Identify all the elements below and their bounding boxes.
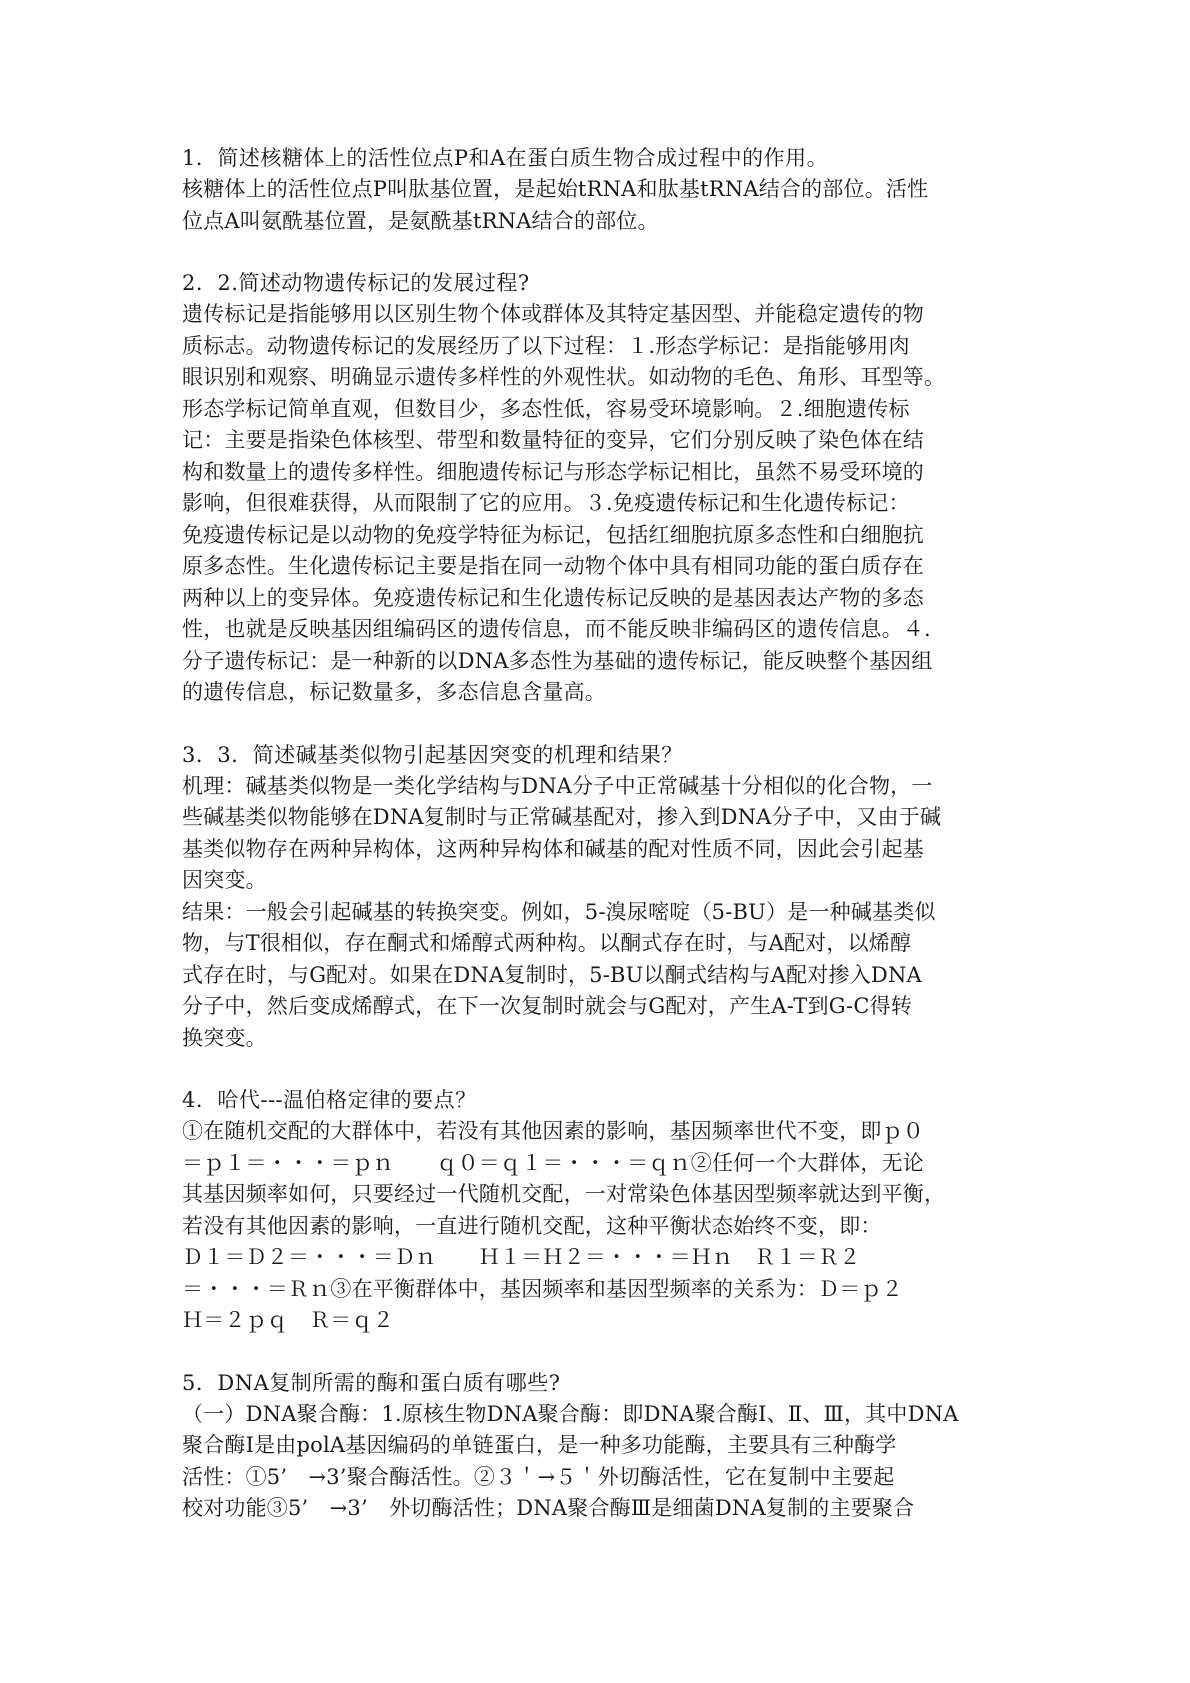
answer-line: 免疫遗传标记是以动物的免疫学特征为标记，包括红细胞抗原多态性和白细胞抗 bbox=[182, 522, 924, 547]
answer-line: 构和数量上的遗传多样性。细胞遗传标记与形态学标记相比，虽然不易受环境的 bbox=[182, 459, 924, 484]
answer-line: 换突变。 bbox=[182, 1025, 267, 1050]
answer-line: （一）DNA聚合酶：1.原核生物DNA聚合酶：即DNA聚合酶Ⅰ、Ⅱ、Ⅲ，其中DNA bbox=[182, 1401, 959, 1426]
answer-line: 式存在时，与G配对。如果在DNA复制时，5-BU以酮式结构与A配对掺入DNA bbox=[182, 962, 922, 987]
question-5 bbox=[182, 1368, 1022, 1525]
question-4 bbox=[182, 1085, 1022, 1337]
question-title: 2．2.简述动物遗传标记的发展过程? bbox=[182, 271, 530, 295]
answer-line: 分子遗传标记：是一种新的以DNA多态性为基础的遗传标记，能反映整个基因组 bbox=[182, 648, 933, 673]
question-2 bbox=[182, 268, 1022, 709]
question-3 bbox=[182, 740, 1022, 1055]
answer-line: 些碱基类似物能够在DNA复制时与正常碱基配对，掺入到DNA分子中，又由于碱 bbox=[182, 805, 942, 829]
answer-line: 校对功能③5’ →3’ 外切酶活性；DNA聚合酶Ⅲ是细菌DNA复制的主要聚合 bbox=[182, 1496, 915, 1520]
question-title: 5．DNA复制所需的酶和蛋白质有哪些? bbox=[182, 1370, 561, 1395]
answer-line: 质标志。动物遗传标记的发展经历了以下过程：１.形态学标记：是指能够用肉 bbox=[182, 333, 910, 358]
answer-line: 性，也就是反映基因组编码区的遗传信息，而不能反映非编码区的遗传信息。４. bbox=[182, 617, 931, 641]
answer-line: 聚合酶Ⅰ是由polA基因编码的单链蛋白，是一种多功能酶，主要具有三种酶学 bbox=[182, 1433, 897, 1457]
answer-line: 结果：一般会引起碱基的转换突变。例如，5-溴尿嘧啶（5-BU）是一种碱基类似 bbox=[182, 899, 936, 924]
answer-line: ＝ｐ１＝・・・＝ｐｎ ｑ０＝ｑ１＝・・・＝ｑｎ②任何一个大群体，无论 bbox=[182, 1150, 924, 1175]
answer-line: 原多态性。生化遗传标记主要是指在同一动物个体中具有相同功能的蛋白质存在 bbox=[182, 554, 924, 578]
answer-line: 其基因频率如何，只要经过一代随机交配，一对常染色体基因型频率就达到平衡， bbox=[182, 1182, 946, 1206]
answer-line: 机理：碱基类似物是一类化学结构与DNA分子中正常碱基十分相似的化合物，一 bbox=[182, 773, 933, 798]
document-page bbox=[182, 143, 1022, 1556]
answer-line: 形态学标记简单直观，但数目少，多态性低，容易受环境影响。２.细胞遗传标 bbox=[182, 396, 910, 421]
answer-line: Ｈ＝２ｐｑ Ｒ＝ｑ２ bbox=[182, 1308, 394, 1332]
question-title: 4．哈代---温伯格定律的要点？ bbox=[182, 1088, 477, 1112]
answer-line: 记：主要是指染色体核型、带型和数量特征的变异，它们分别反映了染色体在结 bbox=[182, 428, 924, 452]
answer-line: 活性：①5’ →3’聚合酶活性。②３＇→５＇外切酶活性，它在复制中主要起 bbox=[182, 1464, 895, 1489]
answer-line: 物，与T很相似，存在酮式和烯醇式两种构。以酮式存在时，与A配对，以烯醇 bbox=[182, 931, 912, 955]
answer-line: 遗传标记是指能够用以区别生物个体或群体及其特定基因型、并能稳定遗传的物 bbox=[182, 302, 924, 326]
answer-line: 影响，但很难获得，从而限制了它的应用。３.免疫遗传标记和生化遗传标记： bbox=[182, 491, 910, 515]
answer-line: 两种以上的变异体。免疫遗传标记和生化遗传标记反映的是基因表达产物的多态 bbox=[182, 585, 924, 610]
answer-line: 核糖体上的活性位点P叫肽基位置，是起始tRNA和肽基tRNA结合的部位。活性 bbox=[182, 177, 929, 201]
question-1 bbox=[182, 143, 1022, 237]
answer-line: ①在随机交配的大群体中，若没有其他因素的影响，基因频率世代不变，即ｐ０ bbox=[182, 1119, 924, 1143]
answer-line: 基类似物存在两种异构体，这两种异构体和碱基的配对性质不同，因此会引起基 bbox=[182, 836, 924, 861]
answer-line: 因突变。 bbox=[182, 868, 267, 892]
answer-line: 眼识别和观察、明确显示遗传多样性的外观性状。如动物的毛色、角形、耳型等。 bbox=[182, 365, 946, 389]
question-title: 1．简述核糖体上的活性位点P和A在蛋白质生物合成过程中的作用。 bbox=[182, 146, 829, 170]
answer-line: ＝・・・＝Ｒｎ③在平衡群体中，基因频率和基因型频率的关系为：Ｄ＝ｐ２ bbox=[182, 1276, 903, 1301]
answer-line: Ｄ１＝Ｄ２＝・・・＝Ｄｎ Ｈ１＝Ｈ２＝・・・＝Ｈｎ Ｒ１＝Ｒ２ bbox=[182, 1245, 861, 1269]
question-title: 3．3．简述碱基类似物引起基因突变的机理和结果？ bbox=[182, 742, 683, 767]
answer-line: 若没有其他因素的影响，一直进行随机交配，这种平衡状态始终不变，即： bbox=[182, 1213, 882, 1238]
answer-line: 的遗传信息，标记数量多，多态信息含量高。 bbox=[182, 680, 606, 704]
answer-line: 位点A叫氨酰基位置，是氨酰基tRNA结合的部位。 bbox=[182, 208, 659, 233]
answer-line: 分子中，然后变成烯醇式，在下一次复制时就会与G配对，产生A-T到G-C得转 bbox=[182, 994, 913, 1018]
